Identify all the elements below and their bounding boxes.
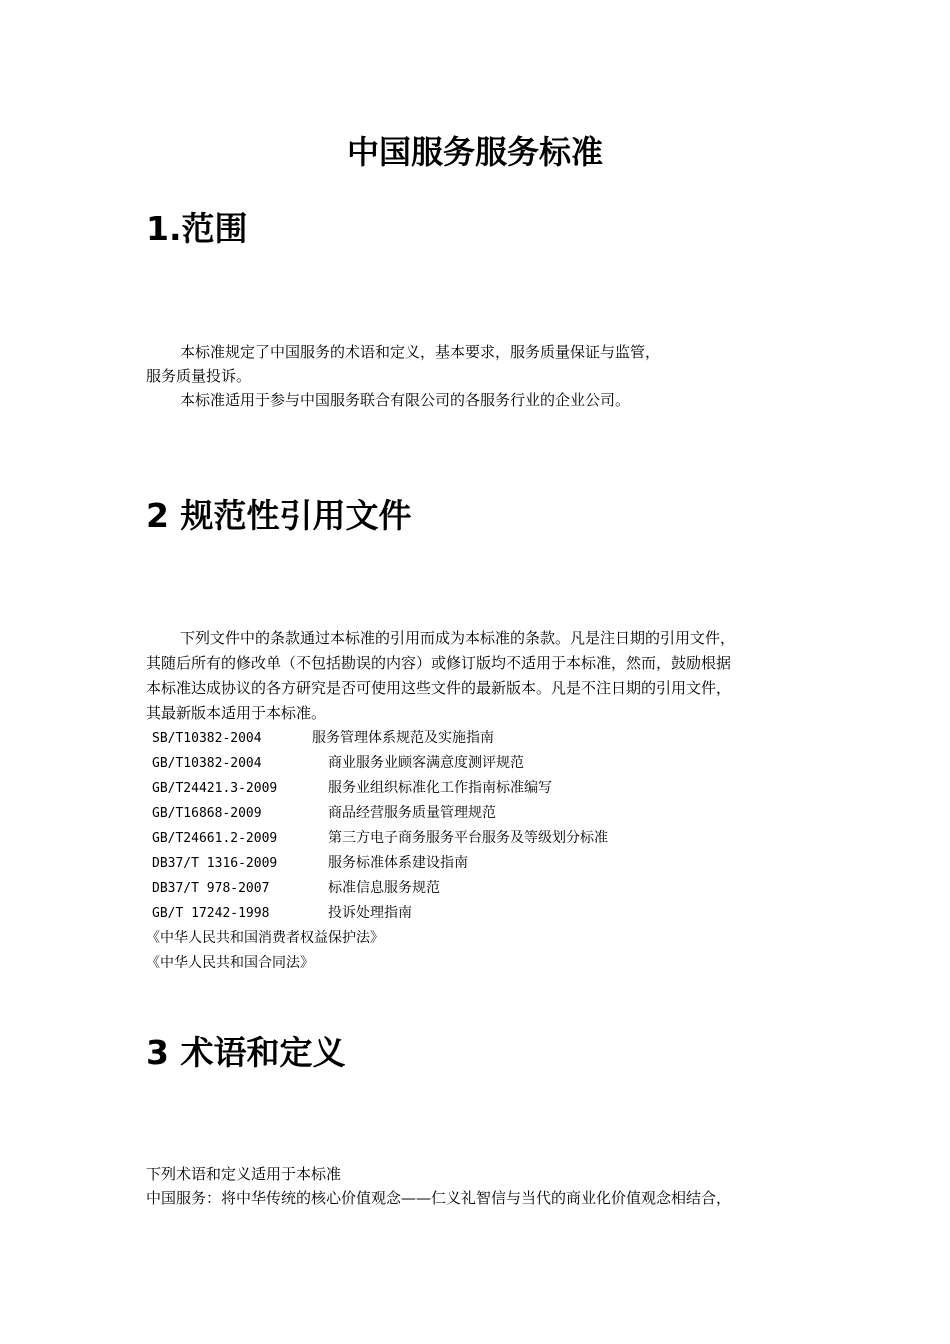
reference-name: 商品经营服务质量管理规范 xyxy=(328,805,496,821)
scope-line-1: 本标准规定了中国服务的术语和定义，基本要求，服务质量保证与监管， xyxy=(180,343,661,361)
reference-name: 标准信息服务规范 xyxy=(328,880,440,896)
scope-line-2: 服务质量投诉。 xyxy=(146,367,252,385)
reference-code: GB/T10382-2004 xyxy=(152,756,262,771)
document-title: 中国服务服务标准 xyxy=(346,133,603,171)
reference-code: GB/T16868-2009 xyxy=(152,806,262,821)
reference-name: 第三方电子商务服务平台服务及等级划分标准 xyxy=(328,830,608,846)
reference-item xyxy=(146,901,806,926)
reference-item xyxy=(146,826,806,851)
scope-line-3: 本标准适用于参与中国服务联合有限公司的各服务行业的企业公司。 xyxy=(180,391,631,409)
section-heading-normative-references: 2 规范性引用文件 xyxy=(146,496,412,535)
law-reference: 《中华人民共和国合同法》 xyxy=(146,955,314,971)
reference-name: 投诉处理指南 xyxy=(328,905,412,921)
reference-item xyxy=(146,776,806,801)
references-list xyxy=(146,726,806,976)
references-intro-line-3: 本标准达成协议的各方研究是否可使用这些文件的最新版本。凡是不注日期的引用文件， xyxy=(146,679,732,697)
reference-name: 商业服务业顾客满意度测评规范 xyxy=(328,755,524,771)
reference-code: DB37/T 1316-2009 xyxy=(152,856,278,871)
reference-code: GB/T24421.3-2009 xyxy=(152,781,278,796)
reference-name: 服务标准体系建设指南 xyxy=(328,855,468,871)
reference-item xyxy=(146,851,806,876)
reference-item xyxy=(146,726,806,751)
reference-item xyxy=(146,876,806,901)
reference-code: DB37/T 978-2007 xyxy=(152,881,270,896)
reference-item xyxy=(146,751,806,776)
references-intro-paragraph xyxy=(146,626,806,726)
reference-item xyxy=(146,801,806,826)
terms-line-2: 中国服务：将中华传统的核心价值观念——仁义礼智信与当代的商业化价值观念相结合， xyxy=(146,1189,732,1207)
section-heading-scope: 1.范围 xyxy=(146,209,248,248)
references-intro-line-2: 其随后所有的修改单（不包括勘误的内容）或修订版均不适用于本标准，然而，鼓励根据 xyxy=(146,654,732,672)
law-reference: 《中华人民共和国消费者权益保护法》 xyxy=(146,930,384,946)
references-intro-line-4: 其最新版本适用于本标准。 xyxy=(146,704,327,722)
terms-line-1: 下列术语和定义适用于本标准 xyxy=(146,1165,342,1183)
scope-paragraph xyxy=(146,340,806,412)
section-heading-terms-definitions: 3 术语和定义 xyxy=(146,1033,346,1072)
reference-code: GB/T 17242-1998 xyxy=(152,906,270,921)
reference-code: SB/T10382-2004 xyxy=(152,731,262,746)
terms-paragraph xyxy=(146,1162,806,1210)
reference-name: 服务业组织标准化工作指南标准编写 xyxy=(328,780,552,796)
reference-code: GB/T24661.2-2009 xyxy=(152,831,278,846)
references-intro-line-1: 下列文件中的条款通过本标准的引用而成为本标准的条款。凡是注日期的引用文件， xyxy=(180,629,736,647)
reference-name: 服务管理体系规范及实施指南 xyxy=(312,730,494,746)
